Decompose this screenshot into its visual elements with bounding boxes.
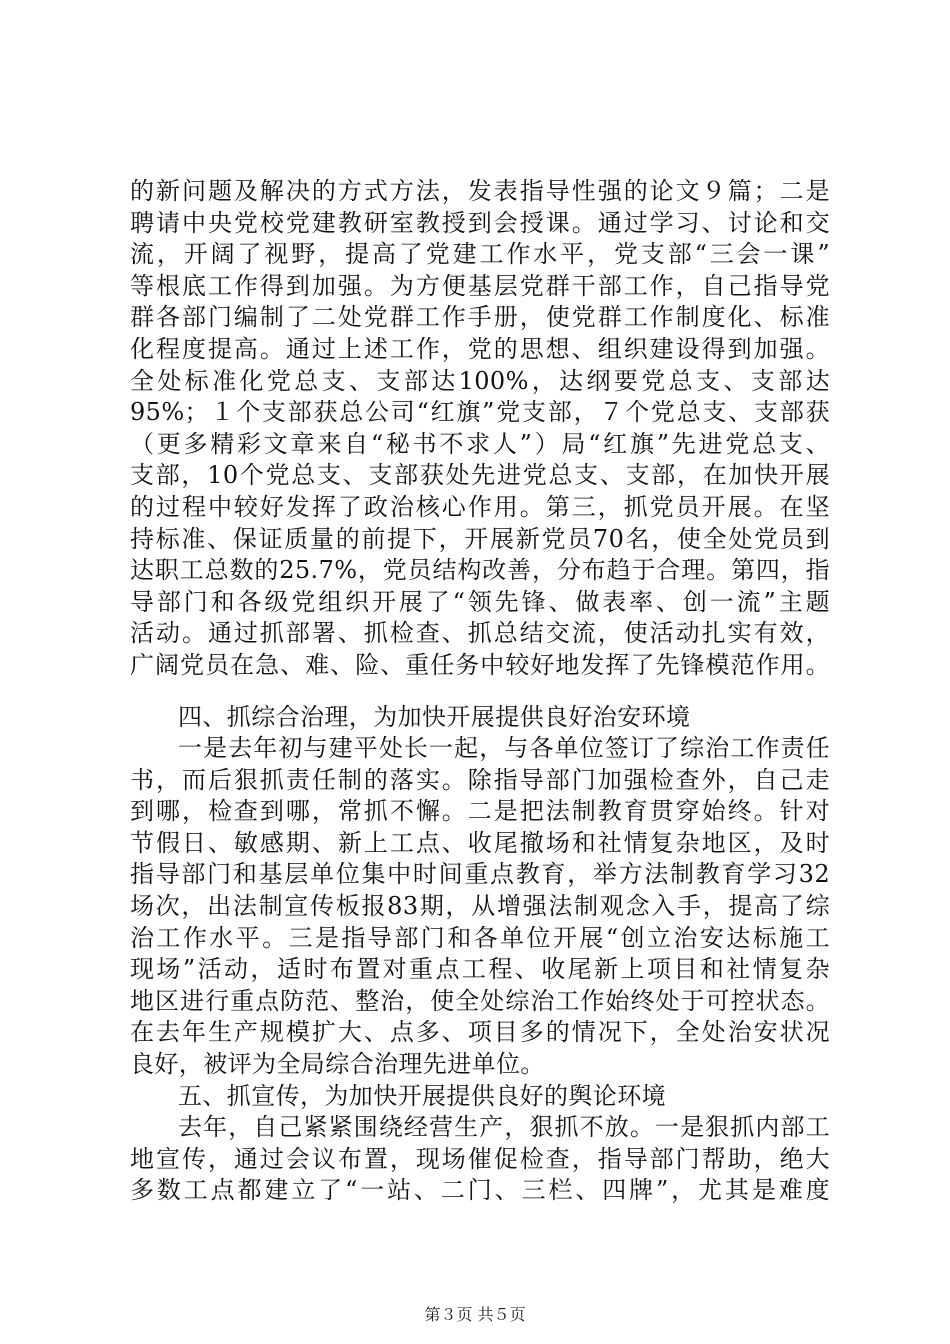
text-line: 多数工点都建立了“一站、二门、三栏、四牌”，尤其是难度 [130,1176,830,1205]
text-line: 一是去年初与建平处长一起，与各单位签订了综治工作责任 [178,734,830,763]
text-line: 活动。通过抓部署、抓检查、抓总结交流，使活动扎实有效， [130,619,830,648]
page-number-footer: 第３页 共５页 [424,1305,526,1324]
text-line: 流，开阔了视野，提高了党建工作水平，党支部“三会一课” [130,240,830,269]
document-body [130,176,830,1207]
text-line: 到哪，检查到哪，常抓不懈。二是把法制教育贯穿始终。针对 [130,797,830,826]
text-line: 书，而后狠抓责任制的落实。除指导部门加强检查外，自己走 [130,765,830,794]
text-line: （更多精彩文章来自“秘书不求人”）局“红旗”先进党总支、 [130,429,830,458]
text-line: 节假日、敏感期、新上工点、收尾撤场和社情复杂地区，及时 [130,828,830,857]
text-line: 指导部门和基层单位集中时间重点教育，举方法制教育学习32 [130,860,830,889]
text-line: 的新问题及解决的方式方法，发表指导性强的论文９篇；二是 [130,177,830,205]
text-line: 去年，自己紧紧围绕经营生产，狠抓不放。一是狠抓内部工 [178,1113,830,1142]
text-line: 达职工总数的25.7%，党员结构改善，分布趋于合理。第四，指 [130,556,830,585]
text-line: 地宣传，通过会议布置，现场催促检查，指导部门帮助，绝大 [130,1144,830,1173]
text-line: 化程度提高。通过上述工作，党的思想、组织建设得到加强。 [130,334,830,363]
text-line: 良好，被评为全局综合治理先进单位。 [130,1050,545,1079]
text-line: 持标准、保证质量的前提下，开展新党员70名，使全处党员到 [130,524,830,553]
text-line: 群各部门编制了二处党群工作手册，使党群工作制度化、标准 [130,303,830,332]
text-line: 95%；１个支部获总公司“红旗”党支部，７个党总支、支部获 [130,398,830,427]
text-line: 广阔党员在急、难、险、重任务中较好地发挥了先锋模范作用。 [130,650,830,679]
text-line: 的过程中较好发挥了政治核心作用。第三，抓党员开展。在坚 [130,492,830,521]
text-line: 现场”活动，适时布置对重点工程、收尾新上项目和社情复杂 [130,955,830,984]
section-heading-4: 四、抓综合治理，为加快开展提供良好治安环境 [178,702,691,731]
section-heading-5: 五、抓宣传，为加快开展提供良好的舆论环境 [178,1081,666,1110]
paragraph-gap [130,682,830,702]
text-line: 全处标准化党总支、支部达100%，达纲要党总支、支部达 [130,366,830,395]
text-line: 聘请中央党校党建教研室教授到会授课。通过学习、讨论和交 [130,208,830,237]
text-line: 地区进行重点防范、整治，使全处综治工作始终处于可控状态。 [130,986,830,1015]
text-line: 场次，出法制宣传板报83期，从增强法制观念入手，提高了综 [130,892,830,921]
text-line: 支部，10个党总支、支部获处先进党总支、支部，在加快开展 [130,461,830,490]
text-line: 在去年生产规模扩大、点多、项目多的情况下，全处治安状况 [130,1018,830,1047]
text-line: 治工作水平。三是指导部门和各单位开展“创立治安达标施工 [130,923,830,952]
text-line: 导部门和各级党组织开展了“领先锋、做表率、创一流”主题 [130,587,830,616]
text-line: 等根底工作得到加强。为方便基层党群干部工作，自己指导党 [130,271,830,300]
